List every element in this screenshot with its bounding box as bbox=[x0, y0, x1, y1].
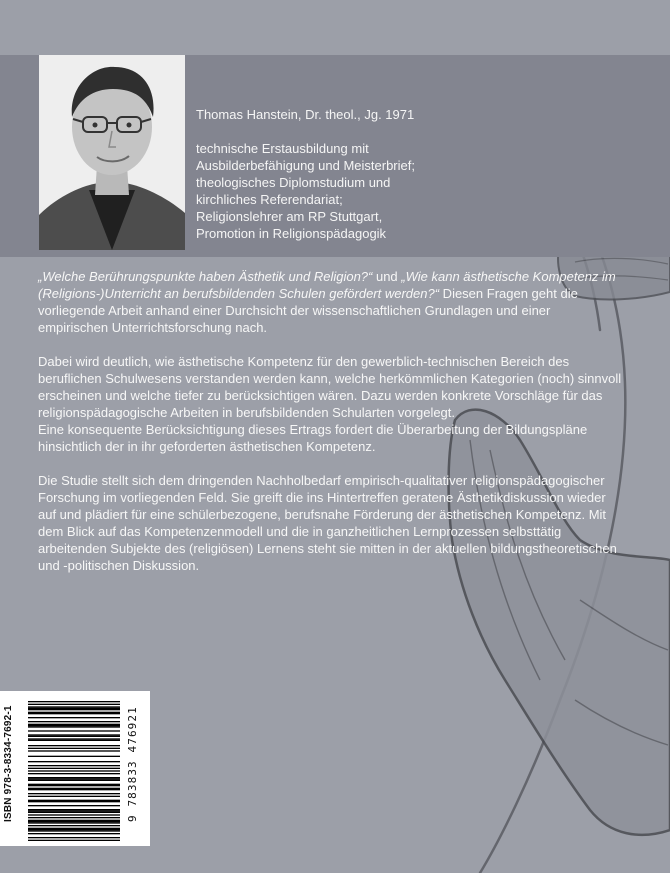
blurb-paragraph-2 bbox=[38, 353, 624, 455]
barcode-bar bbox=[28, 800, 120, 801]
barcode-bar bbox=[28, 796, 120, 797]
barcode-bar bbox=[28, 717, 120, 718]
barcode-bar bbox=[28, 837, 120, 838]
barcode-bar bbox=[28, 730, 120, 731]
barcode-bar bbox=[28, 713, 120, 714]
barcode-bar bbox=[28, 709, 120, 710]
barcode-bar bbox=[28, 829, 120, 830]
barcode-bar bbox=[28, 768, 120, 769]
barcode-bar bbox=[28, 765, 120, 766]
barcode-bar bbox=[28, 761, 120, 762]
author-bio bbox=[196, 106, 496, 242]
blurb-question-2: „Wie kann ästhetische Kompetenz im (Religions-)Unterricht an berufsbildenden Schulen gefördert werden?“ bbox=[38, 269, 616, 301]
isbn-barcode bbox=[28, 701, 120, 841]
barcode-bar bbox=[28, 706, 120, 707]
barcode-bar bbox=[28, 745, 120, 746]
barcode-bar bbox=[28, 784, 120, 785]
barcode-bar bbox=[28, 828, 120, 829]
author-bio-line: technische Erstausbildung mit bbox=[196, 141, 369, 156]
barcode-bar bbox=[28, 780, 120, 781]
barcode-bar bbox=[28, 770, 120, 771]
barcode-bar bbox=[28, 820, 120, 821]
isbn-label: ISBN 978-3-8334-7692-1 bbox=[3, 705, 14, 822]
barcode-bar bbox=[28, 814, 120, 815]
barcode-bar bbox=[28, 822, 120, 823]
barcode-bar bbox=[28, 825, 120, 826]
blurb-paragraph-2a: Dabei wird deutlich, wie ästhetische Kompetenz für den gewerblich-technischen Bereich des beruflichen Schulwesens verstanden werden kann, welche herkömmlichen Kategorien (noch) sinnvoll erscheinen und welche tiefer zu berücksichtigen wären. Dazu werden konkrete Vorschläge für das religionspädagogische Arbeiten in berufsbildenden Schularten vorgelegt. bbox=[38, 354, 622, 420]
barcode-bar bbox=[28, 840, 120, 841]
author-bio-line: Religionslehrer am RP Stuttgart, bbox=[196, 209, 383, 224]
author-bio-line: theologisches Diplomstudium und bbox=[196, 175, 391, 190]
barcode-bar bbox=[28, 785, 120, 786]
blurb-paragraph-1-rest: Diesen Fragen geht die vorliegende Arbeit anhand einer Durchsicht der wissenschaftlichen Grundlagen und einer empirischen Unterrichtsforschung nach. bbox=[38, 286, 578, 335]
barcode-bar bbox=[28, 721, 120, 722]
barcode-bar bbox=[28, 740, 120, 741]
barcode-bar bbox=[28, 809, 120, 810]
author-bio-line: Promotion in Religionspädagogik bbox=[196, 226, 387, 241]
barcode-bar bbox=[28, 748, 120, 749]
author-bio-line: kirchliches Referendariat; bbox=[196, 192, 343, 207]
barcode-bar bbox=[28, 833, 120, 834]
barcode-bar bbox=[28, 712, 120, 713]
barcode-bar bbox=[28, 778, 120, 779]
barcode-bar bbox=[28, 708, 120, 709]
book-blurb bbox=[38, 268, 624, 591]
barcode-bar bbox=[28, 738, 120, 739]
barcode-bar bbox=[28, 830, 120, 831]
author-bio-line: Ausbilderbefähigung und Meisterbrief; bbox=[196, 158, 415, 173]
barcode-bar bbox=[28, 793, 120, 794]
author-name-line: Thomas Hanstein, Dr. theol., Jg. 1971 bbox=[196, 107, 415, 122]
barcode-bar bbox=[28, 750, 120, 751]
barcode-bar bbox=[28, 777, 120, 778]
barcode-digits: 9 783833 476921 bbox=[126, 706, 139, 822]
barcode-bar bbox=[28, 812, 120, 813]
barcode-bar bbox=[28, 724, 120, 725]
barcode-bar bbox=[28, 788, 120, 789]
barcode-bar bbox=[28, 821, 120, 822]
barcode-bar bbox=[28, 805, 120, 806]
barcode-bar bbox=[28, 810, 120, 811]
blurb-question-1: „Welche Berührungspunkte haben Ästhetik und Religion?“ bbox=[38, 269, 373, 284]
barcode-bar bbox=[28, 734, 120, 735]
barcode-bar bbox=[28, 773, 120, 774]
barcode-bar bbox=[28, 801, 120, 802]
barcode-bar bbox=[28, 756, 120, 757]
barcode-bar bbox=[28, 736, 120, 737]
blurb-paragraph-3: Die Studie stellt sich dem dringenden Nachholbedarf empirisch-qualitativer religionspädagogischer Forschung im vorliegenden Feld. Sie greift die ins Hintertreffen geratene Ästhetikdiskussion wieder auf und plädiert für eine schülerbezogene, berufsnahe Förderung der ästhetischen Kompetenz. Mit dem Blick auf das Kompetenzenmodell und die in ganzheitlichen Lernprozessen selbsttätig arbeitenden Subjekte des (religiösen) Lernens steht sie mitten in der aktuellen bildungstheoretischen und -politischen Diskussion. bbox=[38, 473, 617, 573]
blurb-paragraph-2b: Eine konsequente Berücksichtigung dieses Ertrags fordert die Überarbeitung der Bildungspläne hinsichtlich der in ihr geforderten ästhetischen Kompetenz. bbox=[38, 422, 588, 454]
barcode-bar bbox=[28, 725, 120, 726]
barcode-bar bbox=[28, 704, 120, 705]
barcode-bar bbox=[28, 701, 120, 702]
barcode-bar bbox=[28, 726, 120, 727]
barcode-bar bbox=[28, 817, 120, 818]
blurb-connector: und bbox=[372, 269, 402, 284]
author-photo bbox=[39, 55, 185, 250]
barcode-bar bbox=[28, 789, 120, 790]
blurb-paragraph-1 bbox=[38, 268, 624, 336]
